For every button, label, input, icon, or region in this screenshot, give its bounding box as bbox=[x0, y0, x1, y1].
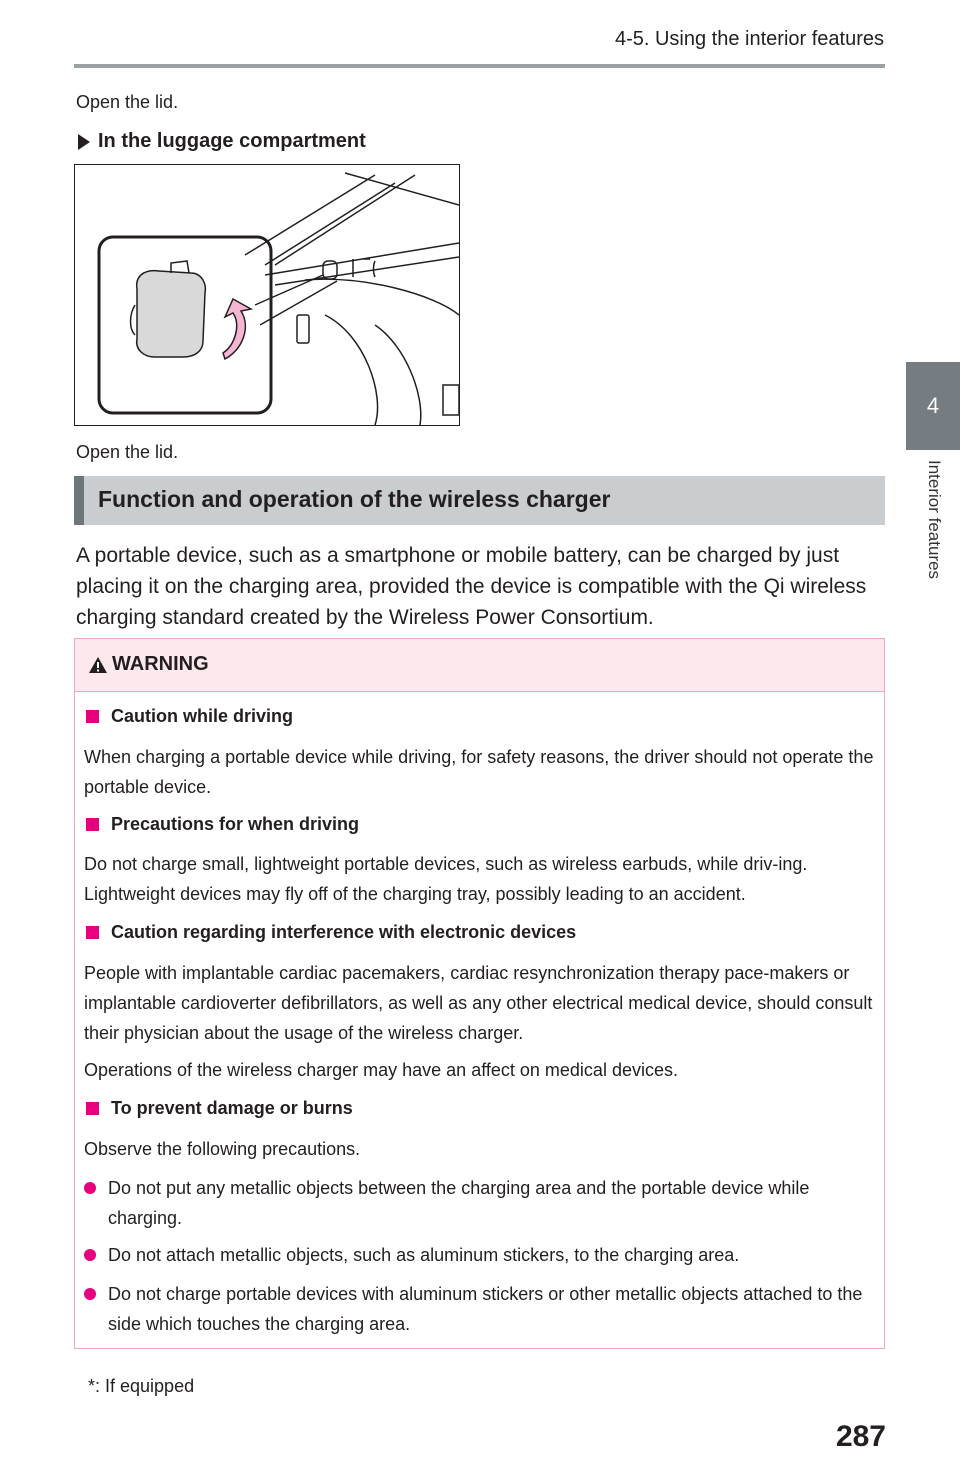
subsection-title: Caution regarding interference with electronic devices bbox=[111, 922, 577, 942]
warning-text-2: Do not charge small, lightweight portable devices, such as wireless earbuds, while driv-ing. Lightweight devices may fly off of the charging tray, possibly leading to an accident. bbox=[84, 854, 808, 904]
section-title: Function and operation of the wireless charger bbox=[98, 486, 611, 512]
bullet-item bbox=[84, 1240, 874, 1270]
chapter-label: Interior features bbox=[925, 460, 944, 580]
open-lid-text-2: Open the lid. bbox=[76, 442, 179, 462]
warning-text-4: Observe the following precautions. bbox=[84, 1139, 361, 1159]
warning-text-1: When charging a portable device while driving, for safety reasons, the driver should not operate the portable device. bbox=[84, 747, 874, 797]
subsection-title: Caution while driving bbox=[111, 706, 294, 726]
lid-illustration-icon bbox=[75, 165, 459, 425]
square-bullet-icon bbox=[86, 926, 99, 939]
warning-subsection-1 bbox=[86, 706, 293, 727]
page-header-title: 4-5. Using the interior features bbox=[614, 28, 884, 50]
circle-bullet-icon bbox=[84, 1288, 96, 1300]
bullet-text: Do not put any metallic objects between the charging area and the portable device while charging. bbox=[108, 1178, 810, 1228]
sub-heading-label: In the luggage compartment bbox=[98, 130, 366, 152]
sub-heading bbox=[78, 130, 366, 153]
subsection-title: To prevent damage or burns bbox=[111, 1098, 353, 1118]
bullet-text: Do not charge portable devices with aluminum stickers or other metallic objects attached to the side which touches the charging area. bbox=[108, 1284, 863, 1334]
intro-paragraph: A portable device, such as a smartphone or mobile battery, can be charged by just placing it on the charging area, provided the device is compatible with the Qi wireless charging standard created by the Wireless Power Consortium. bbox=[76, 544, 867, 629]
luggage-compartment-illustration bbox=[74, 164, 460, 426]
square-bullet-icon bbox=[86, 710, 99, 723]
warning-text-3: People with implantable cardiac pacemakers, cardiac resynchronization therapy pace-makers or implantable cardioverter defibrillators, as well as any other electrical medical device, should consult their physician about the usage of the wireless charger. bbox=[84, 963, 873, 1043]
square-bullet-icon bbox=[86, 818, 99, 831]
bullet-text: Do not attach metallic objects, such as aluminum stickers, to the charging area. bbox=[108, 1245, 740, 1265]
open-lid-text: Open the lid. bbox=[76, 92, 179, 112]
circle-bullet-icon bbox=[84, 1249, 96, 1261]
square-bullet-icon bbox=[86, 1102, 99, 1115]
warning-subsection-3 bbox=[86, 922, 576, 943]
chapter-tab: 4 bbox=[906, 362, 960, 450]
circle-bullet-icon bbox=[84, 1182, 96, 1194]
bullet-item bbox=[84, 1173, 874, 1233]
header-rule bbox=[74, 64, 885, 68]
page-number: 287 bbox=[835, 1420, 886, 1453]
footnote: *: If equipped bbox=[88, 1376, 195, 1396]
warning-subsection-2 bbox=[86, 814, 359, 835]
warning-triangle-icon bbox=[88, 656, 108, 674]
bullet-item bbox=[84, 1279, 874, 1339]
triangle-bullet-icon bbox=[78, 134, 90, 150]
warning-title: WARNING bbox=[112, 653, 209, 675]
warning-text-3b: Operations of the wireless charger may have an affect on medical devices. bbox=[84, 1060, 678, 1080]
subsection-title: Precautions for when driving bbox=[111, 814, 360, 834]
warning-subsection-4 bbox=[86, 1098, 353, 1119]
